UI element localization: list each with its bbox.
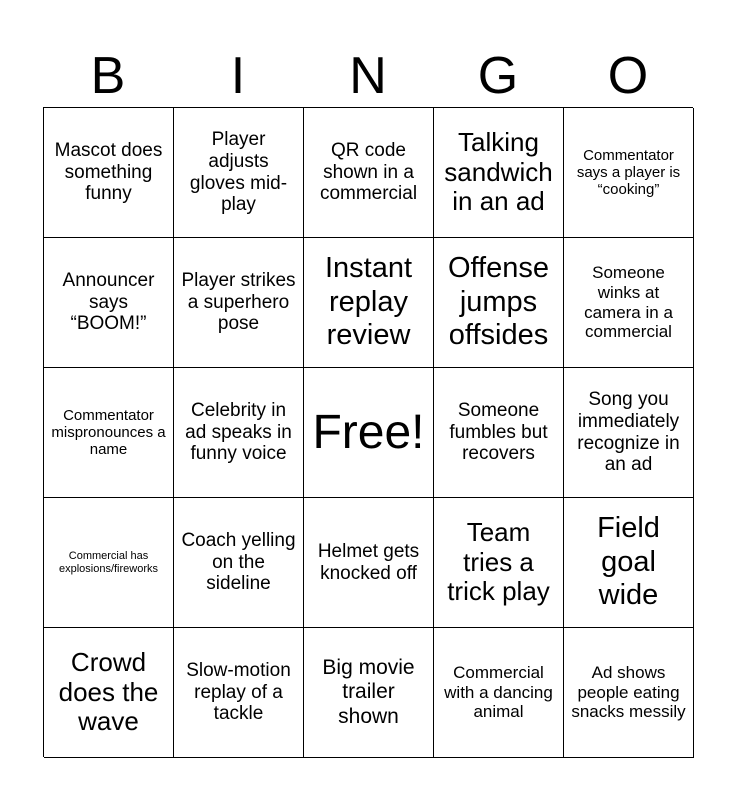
bingo-cell-r5c1[interactable] <box>44 628 174 758</box>
bingo-cell-r4c3[interactable] <box>304 498 434 628</box>
cell-text: Big movie trailer shown <box>322 656 415 728</box>
cell-text: Mascot does something funny <box>54 139 163 205</box>
bingo-cell-r3c4[interactable] <box>434 368 564 498</box>
header-letter-g: G <box>477 47 519 105</box>
cell-text: Team tries a trick play <box>447 516 550 607</box>
free-space-text: Free! <box>312 405 425 459</box>
cell-text: Talking sandwich in an ad <box>444 126 553 217</box>
cell-text: Song you immediately recognize in an ad <box>577 388 680 476</box>
bingo-cell-r4c5[interactable] <box>564 498 694 628</box>
bingo-cell-r4c1[interactable] <box>44 498 174 628</box>
cell-text: Commentator mispronounces a name <box>51 406 166 459</box>
cell-text: Coach yelling on the sideline <box>181 529 296 595</box>
bingo-grid <box>43 107 693 757</box>
header-letter-b: B <box>90 47 126 105</box>
header-letter-i: I <box>230 47 246 105</box>
header-letter-o: O <box>607 47 649 105</box>
bingo-cell-r1c2[interactable] <box>174 108 304 238</box>
cell-text: Someone fumbles but recovers <box>449 399 548 465</box>
bingo-cell-r5c2[interactable] <box>174 628 304 758</box>
bingo-cell-r2c3[interactable] <box>304 238 434 368</box>
bingo-cell-r5c4[interactable] <box>434 628 564 758</box>
bingo-cell-r3c5[interactable] <box>564 368 694 498</box>
bingo-cell-r2c5[interactable] <box>564 238 694 368</box>
bingo-cell-r3c3-free[interactable] <box>304 368 434 498</box>
cell-text: Someone winks at camera in a commercial <box>584 263 673 342</box>
cell-text: Instant replay review <box>324 252 413 352</box>
cell-text: Helmet gets knocked off <box>317 540 420 584</box>
bingo-cell-r5c5[interactable] <box>564 628 694 758</box>
bingo-cell-r3c1[interactable] <box>44 368 174 498</box>
cell-text: Commercial has explosions/fireworks <box>58 549 159 575</box>
cell-text: Crowd does the wave <box>58 646 159 737</box>
bingo-cell-r1c3[interactable] <box>304 108 434 238</box>
cell-text: Commercial with a dancing animal <box>444 663 553 722</box>
cell-text: Offense jumps offsides <box>447 252 550 352</box>
bingo-cell-r2c2[interactable] <box>174 238 304 368</box>
cell-text: Celebrity in ad speaks in funny voice <box>185 399 292 465</box>
bingo-cell-r1c1[interactable] <box>44 108 174 238</box>
bingo-cell-r4c2[interactable] <box>174 498 304 628</box>
cell-text: Field goal wide <box>597 512 660 612</box>
cell-text: Ad shows people eating snacks messily <box>571 663 686 722</box>
bingo-cell-r3c2[interactable] <box>174 368 304 498</box>
cell-text: QR code shown in a commercial <box>319 139 418 205</box>
cell-text: Commentator says a player is “cooking” <box>576 146 681 199</box>
cell-text: Player strikes a superhero pose <box>181 269 296 335</box>
bingo-cell-r1c5[interactable] <box>564 108 694 238</box>
cell-text: Player adjusts gloves mid-play <box>189 128 288 216</box>
bingo-cell-r2c4[interactable] <box>434 238 564 368</box>
cell-text: Announcer says “BOOM!” <box>62 269 155 335</box>
cell-text: Slow-motion replay of a tackle <box>186 659 291 725</box>
bingo-cell-r1c4[interactable] <box>434 108 564 238</box>
bingo-cell-r2c1[interactable] <box>44 238 174 368</box>
bingo-cell-r4c4[interactable] <box>434 498 564 628</box>
header-letter-n: N <box>349 47 387 105</box>
bingo-cell-r5c3[interactable] <box>304 628 434 758</box>
bingo-header <box>43 44 693 108</box>
